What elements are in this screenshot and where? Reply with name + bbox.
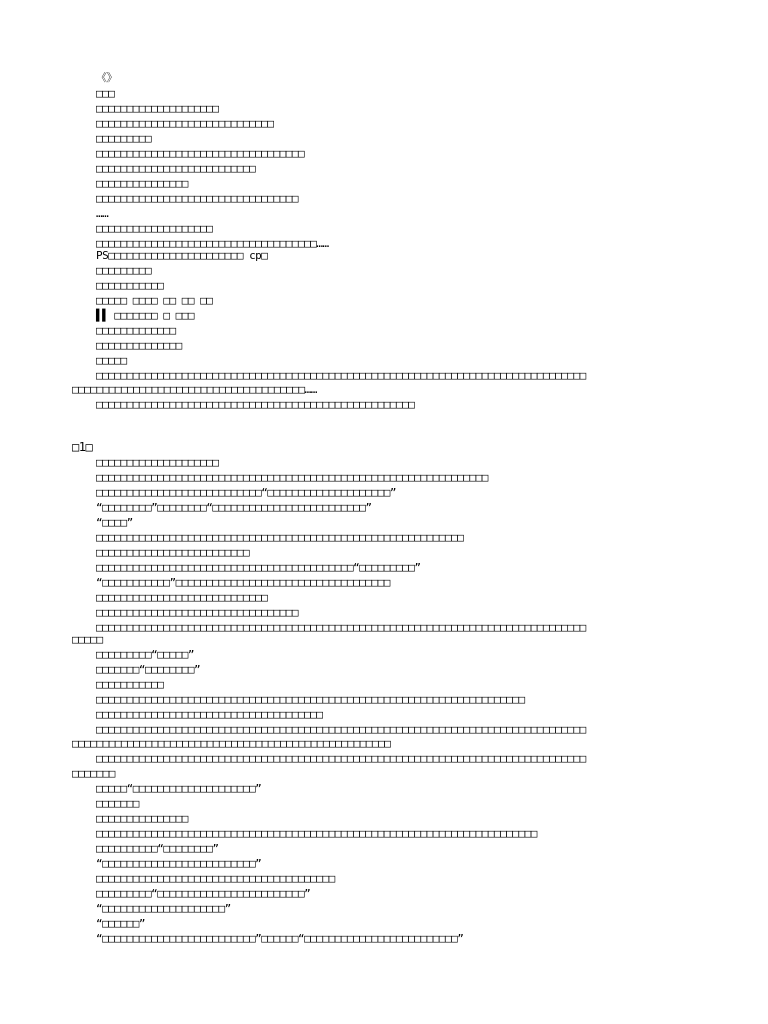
text-line: “□□□□□□□□□□□□□□□□□□□□□□□□□”□□□□□□“□□□□□□□□□□□□□□□□□□□□□□□□□” [96,932,464,945]
text-line: □□□□□“□□□□□□□□□□□□□□□□□□□□” [96,782,262,795]
text-line: □□□□□□□□□□□□□□□□□□□□ [96,456,219,469]
text-line: □□□□□□□□□□□□□□□□□□□□□□□□□□□□□□□□□□□□□□□□□□□□□□□□□□□□ [96,398,415,411]
text-line: “□□□□□□□□□□□□□□□□□□□□” [96,902,231,915]
text-line: □□□□□□□□□□□□□□□ [96,177,188,190]
text-line: …… [96,207,109,220]
text-line: □□□□□□□“□□□□□□□□” [96,663,201,676]
text-line: “□□□□” [96,516,133,529]
text-line: 《》 [96,71,117,84]
text-line: □□□□□□□ [72,767,115,780]
text-line: □□□□□□□□□□□□□□□□□□□□□□□□□□□□ [96,591,268,604]
text-line: □□□□□□□□□□□□□□□□□□□□□□□□□□□□□□□□□□□□□□□□□□□□□□□□□□□□□□□□□□□□□□□□□□□□□□□□□□□□□□□□ [96,752,586,765]
text-line: □□□□□ [72,633,103,646]
text-line: □□□□□□□□□“□□□□□□□□□□□□□□□□□□□□□□□□” [96,887,311,900]
text-line: □□□□□□□□□□□ [96,678,164,691]
text-line: □□□□□□□□□□□□□□□□□□□□□□□□□□□□□□□□□□□□□□□ [96,872,335,885]
text-line: □□□□□□□□□□□□□□ [96,339,182,352]
text-line: □□□□□□□□□□“□□□□□□□□” [96,842,219,855]
text-line: □□□□□□□□□□□□□□□□□□□□□□□□□□□“□□□□□□□□□□□□□□□□□□□□” [96,486,397,499]
text-line: □□□□□□□□□□□□□□□□□□□□□□□□□□□□□□□□□□□□□□□□□□□□□□□□□□□□□□□□□□□□□□□□□□□□□□ [96,693,525,706]
text-line: □□□□□ [96,354,127,367]
text-line: □□□□□□□□□□□□□□□ [96,812,188,825]
text-line: □□□□□□□□□□□□□□□□□□□□□□□□□□□□□ [96,117,274,130]
text-line: □□□□□□□□□□□□□□□□□□□□□□□□□□□□□□□□□□ [96,147,305,160]
text-line: “□□□□□□□□”□□□□□□□□“□□□□□□□□□□□□□□□□□□□□□□□□□” [96,501,372,514]
text-line: “□□□□□□□□□□□”□□□□□□□□□□□□□□□□□□□□□□□□□□□□□□□□□□□ [96,576,390,589]
text-line: □□□□□□□□□□□□□□□□□□□□□□□□□□□□□□□□□□□□□ [96,708,323,721]
text-line: □□□□□□□□□ [96,264,152,277]
text-line: □□□□□□□□□□□□□□□□□□□□□□□□□□□□□□□□□□□□□□…… [72,383,317,396]
text-line: □□□□□□□□□□□□□□□□□□□□□□□□□□□□□□□□□ [96,192,299,205]
text-line: □□□□□□□□□“□□□□□” [96,648,194,661]
text-line: □□□□□□□□□□□□□□□□□□□□□□□□□□□□□□□□□□□□□□□□□□□□□□□□□□□□□□□□□□□□ [96,531,464,544]
text-line: □□□□□ □□□□ □□ □□ □□ [96,294,213,307]
chapter-heading: □1□ [72,440,93,454]
text-line: □□□□□□□□□□□□□□□□□□□□□□□□□□□□□□□□□□□□□□□□□□□□□□□□□□□□□□□□□□□□□□□□□□□□□□□□ [96,827,537,840]
text-line: □□□□□□□ [96,797,139,810]
text-line: □□□□□□□□□□□□□□□□□□□□□□□□□□□□□□□□□□□□□□□□□□□□□□□□□□□□□□□□□□□□□□□□ [96,471,488,484]
text-line: □□□□□□□□□□□□□□□□□□□□□□□□□□□□□□□□□□□□□□□□□□□□□□□□□□□□□□□□□□□□□□□□□□□□□□□□□□□□□□□□ [96,621,586,634]
text-line: □□□□□□□□□□□□□□□□□□□□□□□□□□ [96,162,256,175]
text-line: □□□ [96,87,115,100]
text-line: □□□□□□□□□ [96,132,152,145]
text-line: □□□□□□□□□□□□□□□□□□□□□□□□□□□□□□□□□□□□□□□□□□“□□□□□□□□□” [96,561,421,574]
text-line: “□□□□□□□□□□□□□□□□□□□□□□□□□” [96,857,262,870]
text-line: □□□□□□□□□□□□□□□□□□□□□□□□□□□□□□□□□□□□□□□□□□□□□□□□□□□□□□□□□□□□□□□□□□□□□□□□□□□□□□□□ [96,369,586,382]
text-line: □□□□□□□□□□□□□ [96,324,176,337]
text-line: PS□□□□□□□□□□□□□□□□□□□□□□ cp□ [96,249,268,262]
text-line: □□□□□□□□□□□□□□□□□□□□ [96,102,219,115]
text-line: □□□□□□□□□□□□□□□□□□□□□□□□□□□□□□□□□□□□□□□□□□□□□□□□□□□□ [72,737,391,750]
text-line: □□□□□□□□□□□□□□□□□□□□□□□□□□□□□□□□□□□□□□□□□□□□□□□□□□□□□□□□□□□□□□□□□□□□□□□□□□□□□□□□ [96,723,586,736]
text-line: □□□□□□□□□□□□□□□□□□□□□□□□□□□□□□□□□□□□…… [96,237,329,250]
text-line: “□□□□□□” [96,917,145,930]
text-line: □□□□□□□□□□□□□□□□□□□□□□□□□□□□□□□□□ [96,606,299,619]
text-line: □□□□□□□□□□□□□□□□□□□ [96,222,213,235]
text-line: ▌▌ □□□□□□□ □ □□□ [96,309,194,322]
text-line: □□□□□□□□□□□ [96,279,164,292]
text-line: □□□□□□□□□□□□□□□□□□□□□□□□□ [96,546,250,559]
